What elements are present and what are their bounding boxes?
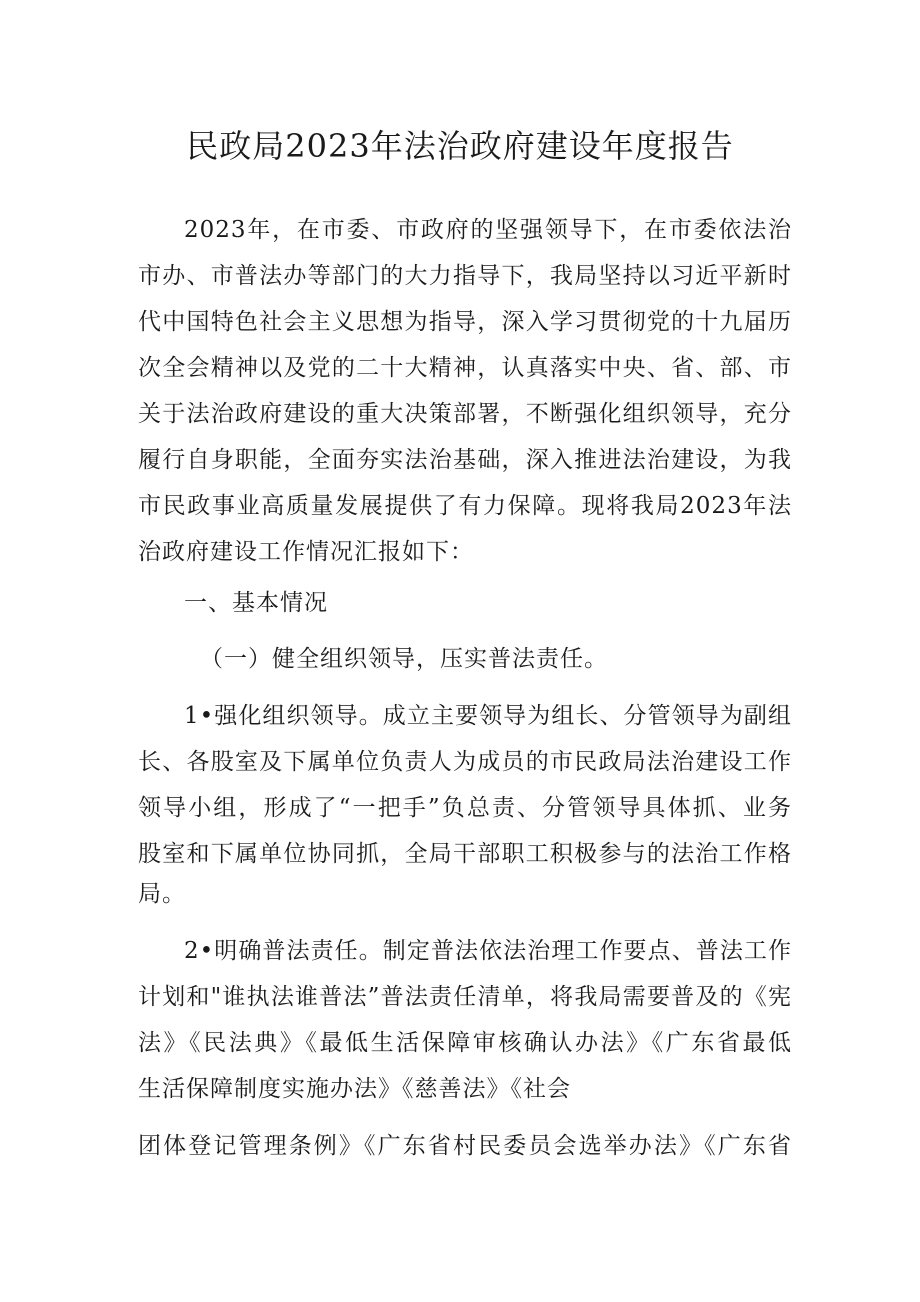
section-heading: 一、基本情况 <box>184 590 328 616</box>
intro-line-6: 履行自身职能，全面夯实法治基础，深入推进法治建设，为我 <box>138 447 792 473</box>
subsection-heading: （一）健全组织领导，压实普法责任。 <box>200 646 608 672</box>
item1-line-1: 1•强化组织领导。成立主要领导为组长、分管领导为副组 <box>184 703 792 729</box>
item1-line-4: 股室和下属单位协同抓，全局干部职工积极参与的法治工作格 <box>138 841 792 867</box>
item2-line-2: 计划和"谁执法谁普法”普法责任清单，将我局需要普及的《宪 <box>138 984 792 1010</box>
intro-line-8: 治政府建设工作情况汇报如下： <box>138 539 474 565</box>
intro-line-4: 次全会精神以及党的二十大精神，认真落实中央、省、部、市 <box>138 355 792 381</box>
item2-line-1: 2•明确普法责任。制定普法依法治理工作要点、普法工作 <box>184 938 792 964</box>
item1-line-5: 局。 <box>138 881 186 907</box>
item2-line-3: 法》《民法典》《最低生活保障审核确认办法》《广东省最低 <box>138 1030 792 1056</box>
intro-line-1: 2023年，在市委、市政府的坚强领导下，在市委依法治 <box>184 217 792 243</box>
item1-line-3: 领导小组，形成了“一把手”负总责、分管领导具体抓、业务 <box>138 795 792 821</box>
document-title: 民政局2023年法治政府建设年度报告 <box>186 127 734 165</box>
intro-line-7: 市民政事业高质量发展提供了有力保障。现将我局2023年法 <box>138 493 792 519</box>
item1-line-2: 长、各股室及下属单位负责人为成员的市民政局法治建设工作 <box>138 749 792 775</box>
intro-line-2: 市办、市普法办等部门的大力指导下，我局坚持以习近平新时 <box>138 263 792 289</box>
intro-line-3: 代中国特色社会主义思想为指导，深入学习贯彻党的十九届历 <box>138 309 792 335</box>
item2-line-5: 团体登记管理条例》《广东省村民委员会选举办法》《广东省 <box>138 1133 792 1159</box>
intro-line-5: 关于法治政府建设的重大决策部署，不断强化组织领导，充分 <box>138 401 792 427</box>
item2-line-4: 生活保障制度实施办法》《慈善法》《社会 <box>138 1076 571 1102</box>
